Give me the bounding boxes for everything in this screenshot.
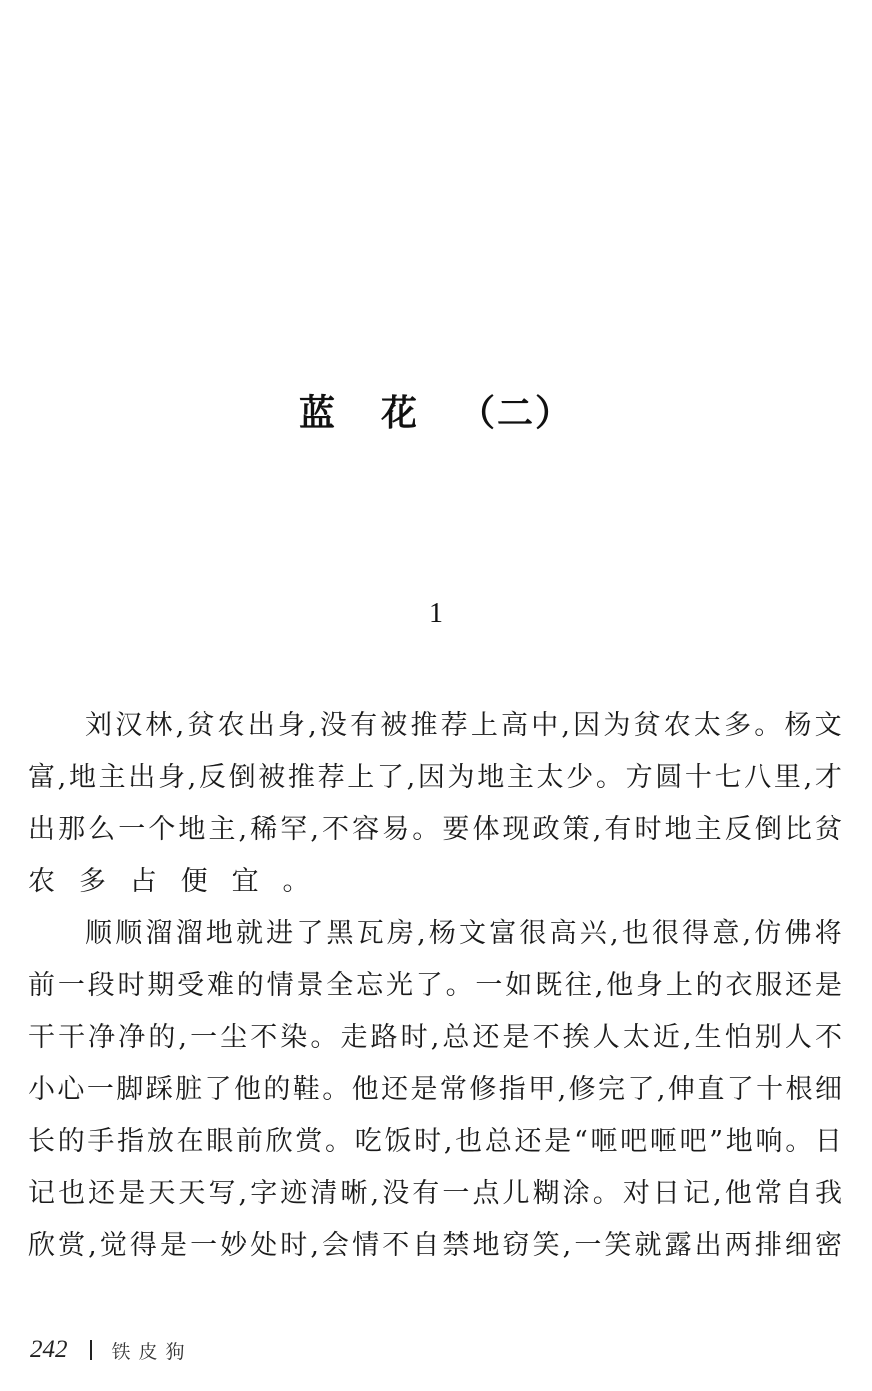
text-line: 刘 汉 林 , 贫 农 出 身 , 没 有 被 推 荐 上 高 中 , 因 为 贫 农 太 多 。 杨 文 [85, 710, 842, 741]
text-line: 前 一 段 时 期 受 难 的 情 景 全 忘 光 了 。 一 如 既 往 , 他 身 上 的 衣 服 还 是 [28, 970, 842, 1001]
text-line: 干 干 净 净 的 , 一 尘 不 染 。 走 路 时 , 总 还 是 不 挨 人 太 近 , 生 怕 别 人 不 [28, 1022, 842, 1053]
text-line: 顺 顺 溜 溜 地 就 进 了 黑 瓦 房 , 杨 文 富 很 高 兴 , 也 很 得 意 , 仿 佛 将 [85, 918, 842, 949]
text-line: 小 心 一 脚 踩 脏 了 他 的 鞋 。 他 还 是 常 修 指 甲 , 修 完 了 , 伸 直 了 十 根 细 [28, 1074, 842, 1105]
section-number: 1 [429, 598, 443, 629]
chapter-title-char-2: 花 [380, 393, 419, 434]
footer-divider [90, 1340, 92, 1360]
text-line: 长 的 手 指 放 在 眼 前 欣 赏 。 吃 饭 时 , 也 总 还 是 “ 咂 吧 咂 吧 ” 地 响 。 日 [28, 1126, 842, 1157]
page-number: 242 [30, 1336, 68, 1363]
text-line: 记 也 还 是 天 天 写 , 字 迹 清 晰 , 没 有 一 点 儿 糊 涂 。 对 日 记 , 他 常 自 我 [28, 1178, 842, 1209]
text-line: 农 多 占 便 宜 。 [28, 866, 310, 897]
book-title: 铁皮狗 [111, 1340, 193, 1363]
page-footer [30, 1333, 193, 1367]
text-line: 富 , 地 主 出 身 , 反 倒 被 推 荐 上 了 , 因 为 地 主 太 少 。 方 圆 十 七 八 里 , 才 [28, 762, 842, 793]
chapter-title [0, 385, 872, 436]
body-text [28, 700, 842, 1272]
chapter-title-char-1: 蓝 [298, 393, 337, 434]
chapter-title-subtitle: （二） [459, 393, 574, 434]
text-line: 欣 赏 , 觉 得 是 一 妙 处 时 , 会 情 不 自 禁 地 窃 笑 , 一 笑 就 露 出 两 排 细 密 [28, 1230, 842, 1261]
text-line: 出 那 么 一 个 地 主 , 稀 罕 , 不 容 易 。 要 体 现 政 策 , 有 时 地 主 反 倒 比 贫 [28, 814, 842, 845]
